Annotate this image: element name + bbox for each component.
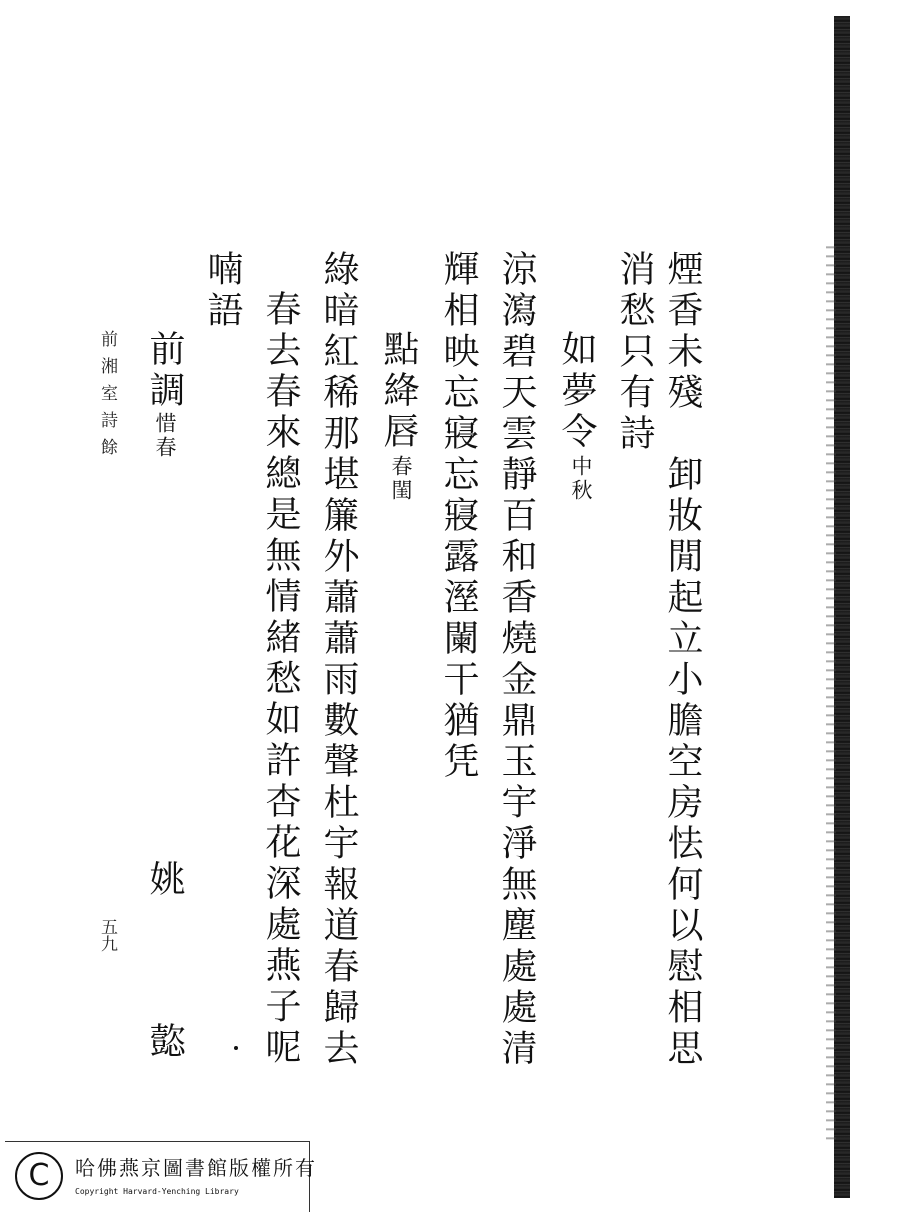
- text-column-2: 消愁只有詩: [614, 250, 655, 455]
- author-name: 姚 㦤: [144, 860, 185, 1103]
- text-column-4: 輝相映忘寢忘寢露溼闌干猶凭: [438, 250, 479, 783]
- poem-title-dian-jiang-chun: 點絳唇: [378, 330, 419, 453]
- copyright-title: 哈佛燕京圖書館版權所有: [75, 1156, 317, 1180]
- poem-subtitle-xi-chun: 惜春: [153, 412, 177, 460]
- text-column-1: 煙香未殘 卸妝閒起立小膽空房怯何以慰相思: [662, 250, 703, 1070]
- book-spine-edge: [834, 16, 850, 1198]
- poem-title-ru-meng-ling: 如夢令: [556, 330, 597, 453]
- poem-subtitle-zhong-qiu: 中秋: [569, 455, 593, 503]
- punctuation-mark: [234, 1046, 238, 1050]
- book-title-margin: 前湘室詩餘: [97, 330, 117, 465]
- copyright-stamp: [5, 1141, 317, 1212]
- poem-subtitle-chun-gui: 春閨: [389, 455, 413, 503]
- text-column-3: 涼瀉碧天雲靜百和香燒金鼎玉宇淨無塵處處清: [496, 250, 537, 1070]
- text-column-5: 綠暗紅稀那堪簾外蕭蕭雨數聲杜宇報道春歸去: [318, 250, 359, 1070]
- text-column-7: 喃語: [202, 250, 243, 332]
- text-column-6: 春去春來總是無情緒愁如許杏花深處燕子呢: [260, 290, 301, 1069]
- poem-title-qian-diao: 前調: [144, 330, 185, 412]
- book-spine-shadow: [826, 240, 836, 1140]
- copyright-subtitle: Copyright Harvard-Yenching Library: [75, 1187, 239, 1196]
- page-number: 五九: [97, 918, 117, 952]
- copyright-icon: C: [15, 1152, 63, 1200]
